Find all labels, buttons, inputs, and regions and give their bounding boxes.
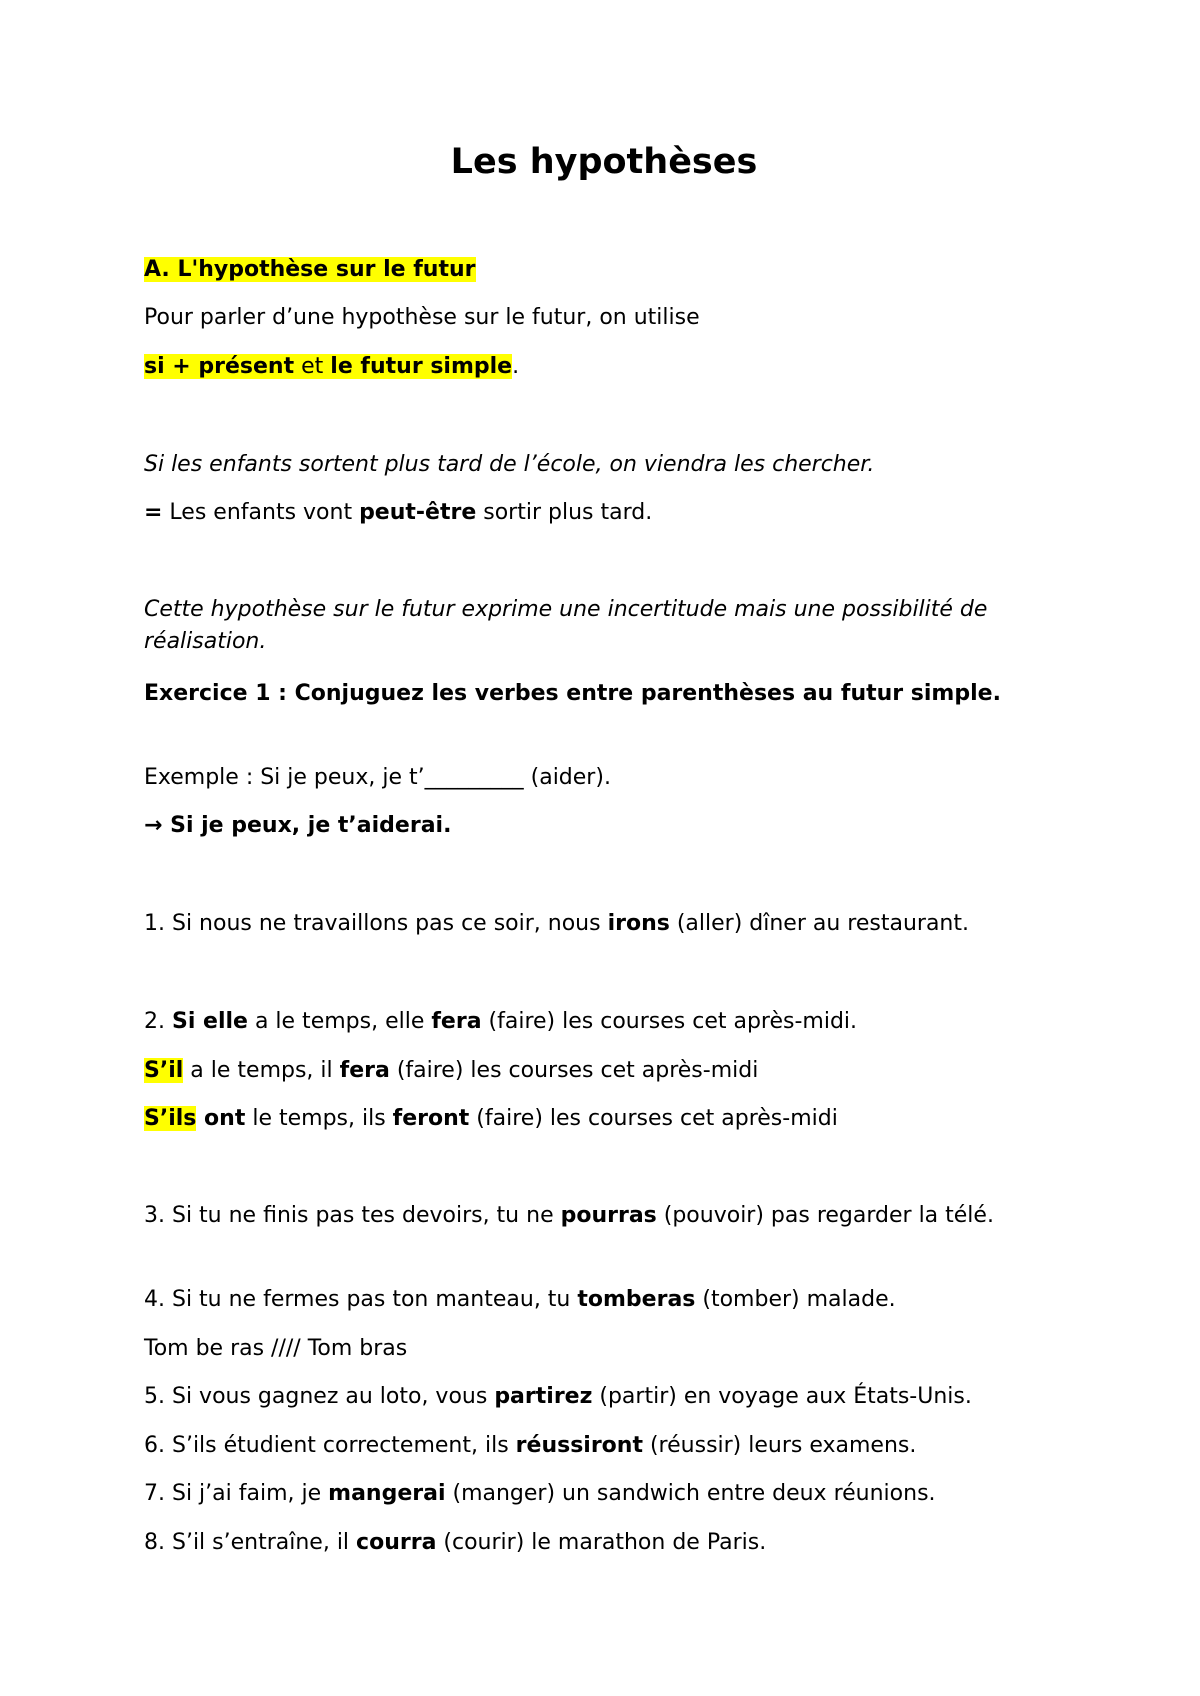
equivalence-line <box>144 497 1064 529</box>
item-text: (partir) en voyage aux États-Unis. <box>592 1384 972 1409</box>
item-subject: S’ils <box>144 1106 197 1131</box>
section-a-heading-text: A. L'hypothèse sur le futur <box>144 257 476 282</box>
item-verb: fera <box>339 1058 390 1083</box>
pronunciation-note: Tom be ras //// Tom bras <box>144 1336 408 1361</box>
item-number: 2. <box>144 1009 172 1034</box>
item-verb: partirez <box>494 1384 593 1409</box>
exercise-item-6 <box>144 1430 1064 1462</box>
item-text: (réussir) leurs examens. <box>642 1433 917 1458</box>
item-verb: feront <box>392 1106 470 1131</box>
equivalence-after: sortir plus tard. <box>476 500 653 525</box>
item-text: (faire) les courses cet après-midi <box>389 1058 759 1083</box>
item-text: (faire) les courses cet après-midi <box>469 1106 838 1131</box>
exercise-item-7 <box>144 1478 1064 1510</box>
exercise-example-prompt: Exemple : Si je peux, je t’_________ (aider). <box>144 765 611 790</box>
item-subject: Si elle <box>171 1009 248 1034</box>
item-auxiliary: ont <box>196 1106 246 1131</box>
item-text: 6. S’ils étudient correctement, ils <box>144 1433 516 1458</box>
item-text: (tomber) malade. <box>695 1287 896 1312</box>
section-a-intro: Pour parler d’une hypothèse sur le futur, on utilise <box>144 305 700 330</box>
exercise-item-1 <box>144 908 1064 940</box>
exercise-item-3 <box>144 1200 1064 1232</box>
item-text: (courir) le marathon de Paris. <box>436 1530 767 1555</box>
rule-et-label: et <box>301 354 324 379</box>
exercise-item-2-variant-ils <box>144 1103 1064 1135</box>
item-text: a le temps, il <box>183 1058 340 1083</box>
equals-sign: = <box>144 500 163 525</box>
item-verb: réussiront <box>515 1433 643 1458</box>
rule-period: . <box>512 354 520 379</box>
item-text: (manger) un sandwich entre deux réunions. <box>445 1481 936 1506</box>
item-text: 7. Si j’ai faim, je <box>144 1481 329 1506</box>
item-text: 4. Si tu ne fermes pas ton manteau, tu <box>144 1287 578 1312</box>
exercise-item-2 <box>144 1006 1064 1038</box>
item-text: 3. Si tu ne finis pas tes devoirs, tu ne <box>144 1203 561 1228</box>
item-verb: pourras <box>560 1203 657 1228</box>
exercise-example-answer: → Si je peux, je t’aiderai. <box>144 813 452 838</box>
exercise-item-4 <box>144 1284 1064 1316</box>
exercise-item-2-variant-il <box>144 1055 1064 1087</box>
example-sentence: Si les enfants sortent plus tard de l’école, on viendra les chercher. <box>144 452 875 477</box>
item-text: 5. Si vous gagnez au loto, vous <box>144 1384 495 1409</box>
section-a-rule <box>144 351 1064 383</box>
item-text: (faire) les courses cet après-midi. <box>481 1009 858 1034</box>
exercise-item-5 <box>144 1381 1064 1413</box>
item-verb: courra <box>356 1530 437 1555</box>
rule-futur-label: le futur simple <box>330 354 513 379</box>
item-text: le temps, ils <box>245 1106 393 1131</box>
item-verb: mangerai <box>328 1481 446 1506</box>
item-text: (pouvoir) pas regarder la télé. <box>656 1203 994 1228</box>
section-a-heading <box>144 254 1064 286</box>
item-text: 1. Si nous ne travaillons pas ce soir, nous <box>144 911 608 936</box>
item-text: (aller) dîner au restaurant. <box>669 911 969 936</box>
rule-highlight <box>144 354 512 379</box>
section-a-note: Cette hypothèse sur le futur exprime une incertitude mais une possibilité de réalisation. <box>144 597 988 654</box>
page-title: Les hypothèses <box>450 142 758 182</box>
exercise-heading: Exercice 1 : Conjuguez les verbes entre parenthèses au futur simple. <box>144 681 1001 706</box>
item-verb: tomberas <box>577 1287 696 1312</box>
item-verb: irons <box>607 911 670 936</box>
item-subject: S’il <box>144 1058 184 1083</box>
item-text: 8. S’il s’entraîne, il <box>144 1530 357 1555</box>
equivalence-before: Les enfants vont <box>162 500 360 525</box>
rule-si-label: si + présent <box>144 354 295 379</box>
item-text: a le temps, elle <box>247 1009 432 1034</box>
exercise-item-8 <box>144 1527 1064 1559</box>
item-verb: fera <box>431 1009 482 1034</box>
equivalence-bold: peut-être <box>359 500 477 525</box>
